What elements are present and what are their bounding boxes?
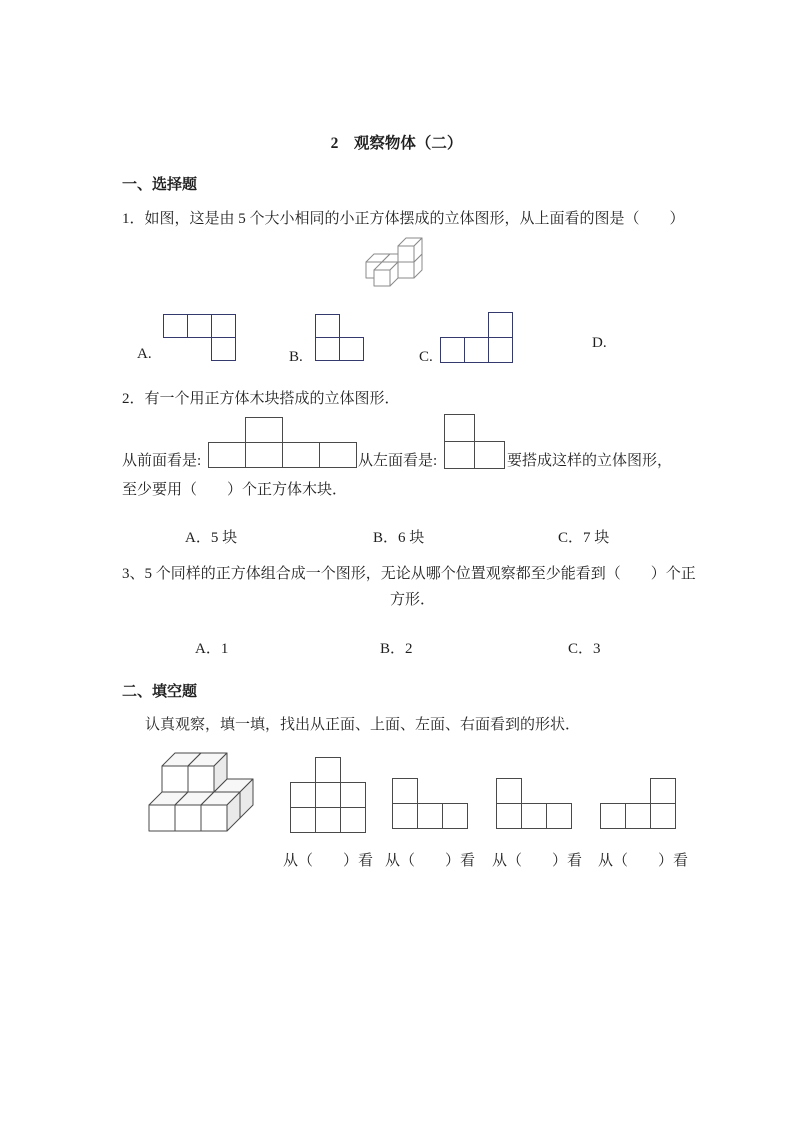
section-choice-heading: 一、选择题 [122,177,198,193]
q3-option-c: C．3 [568,641,601,657]
q2-text: 2．有一个用正方体木块搭成的立体图形． [122,391,400,407]
section-fill-heading: 二、填空题 [122,684,198,700]
q2-option-b: B．6 块 [373,530,425,546]
q2-tail-text-2: 至少要用（ ）个正方体木块． [122,482,348,498]
fill-view-shape-4 [600,778,676,829]
page-title: 2 观察物体（二） [330,135,463,152]
q2-front-label: 从前面看是: [122,453,202,469]
fill-view-label-2: 从（ ）看 [385,853,476,869]
q3-text-line1: 3、5 个同样的正方体组合成一个图形，无论从哪个位置观察都至少能看到（ ）个正 [122,566,696,582]
q1-option-c-label: C. [419,349,433,365]
fill-view-shape-1 [290,757,366,833]
fill-view-shape-2 [392,778,468,829]
q3-text-line2: 方形． [390,592,436,608]
q2-tail-text: 要搭成这样的立体图形， [507,453,673,469]
q2-front-view-shape [208,417,357,468]
q2-option-a: A．5 块 [185,530,238,546]
fill-solid-figure [148,752,254,832]
fill-view-shape-3 [496,778,572,829]
q2-option-c: C．7 块 [558,530,610,546]
q3-option-b: B．2 [380,641,413,657]
q1-option-c-shape [440,312,513,363]
q2-left-view-shape [444,414,505,469]
fill-view-label-4: 从（ ）看 [598,853,689,869]
fill-view-label-1: 从（ ）看 [283,853,374,869]
q1-option-a-label: A. [137,346,152,362]
q1-option-b-shape [315,314,364,361]
q1-solid-figure [357,237,423,287]
q1-option-a-shape [163,314,236,361]
fill-instruction: 认真观察，填一填，找出从正面、上面、左面、右面看到的形状． [145,717,581,733]
q3-option-a: A．1 [195,641,229,657]
q2-left-label: 从左面看是: [358,453,438,469]
q1-option-d-label: D. [592,335,607,351]
q1-text: 1．如图，这是由 5 个大小相同的小正方体摆成的立体图形，从上面看的图是（ ） [122,211,685,227]
fill-view-label-3: 从（ ）看 [492,853,583,869]
q1-option-b-label: B. [289,349,303,365]
